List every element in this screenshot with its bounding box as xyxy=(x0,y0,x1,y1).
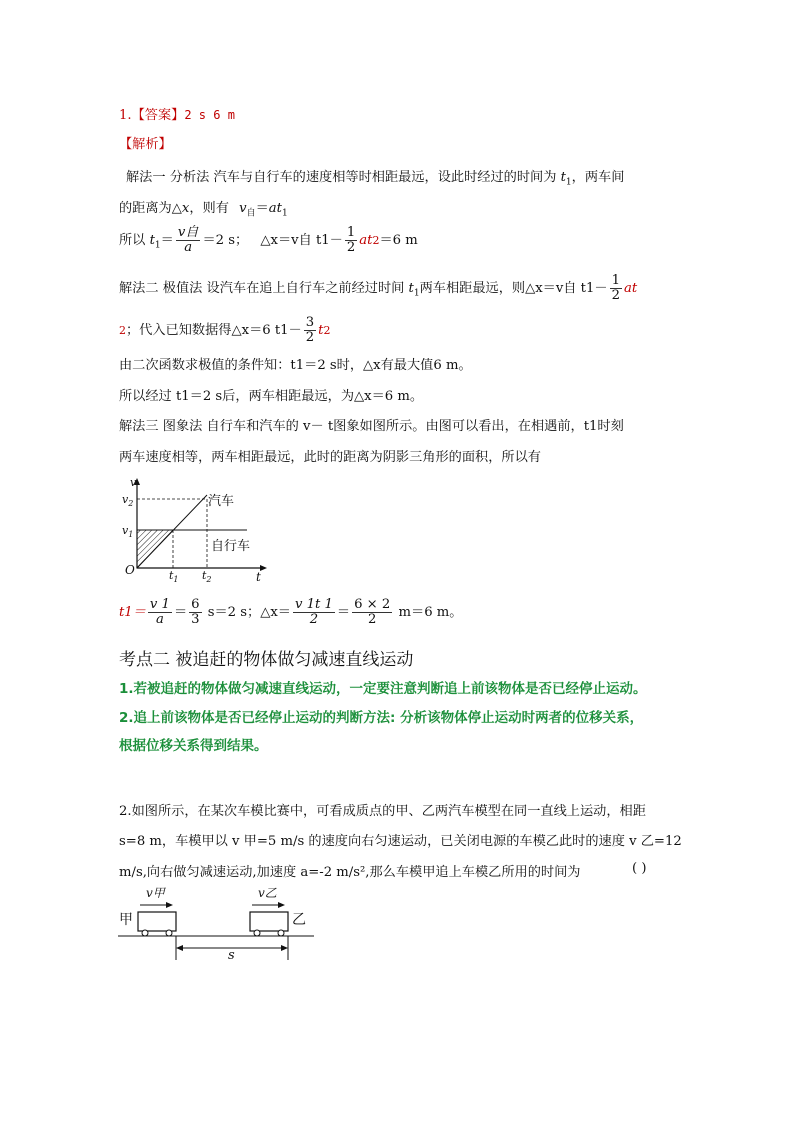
method2-line4: 所以经过 t1＝2 s后，两车相距最远，为△x＝6 m。 xyxy=(119,389,424,404)
t1-sub: 1 xyxy=(565,177,572,188)
text: 所以 xyxy=(119,232,146,248)
method3-line1: 解法三 图象法 自行车和汽车的 v－ t图象如图所示。由图可以看出，在相遇前，t1时刻 xyxy=(119,419,624,434)
answer-number: 1. xyxy=(119,108,132,123)
v2-sub: 2 xyxy=(128,499,134,509)
dx-expression: △x＝v自 t1－ xyxy=(260,232,343,248)
t1: t xyxy=(169,569,174,582)
frac-4 xyxy=(352,598,392,627)
graph-v-label: v xyxy=(130,476,137,489)
car-right-label: 乙 xyxy=(292,912,306,928)
text: 两车相距最远，则△x＝v自 t1－ xyxy=(419,280,608,296)
v-right-arrowhead xyxy=(278,902,285,908)
v2: v xyxy=(122,493,129,506)
graph-t-label: t xyxy=(256,570,261,584)
text: s＝2 s；△x＝ xyxy=(207,604,291,620)
fraction xyxy=(176,226,201,255)
car-left-label: 甲 xyxy=(119,912,133,928)
problem2-line2: s=8 m，车模甲以 v 甲=5 m/s 的速度向右匀速运动，已关闭电源的车模乙此时的速度 v 乙=12 xyxy=(119,834,682,849)
section2-p1: 1.若被追赶的物体做匀减速直线运动，一定要注意判断追上前该物体是否已经停止运动。 xyxy=(119,681,647,697)
frac-num: 1 xyxy=(346,225,356,240)
text: t xyxy=(318,322,324,338)
text: ＝6 m xyxy=(379,232,418,248)
frac-den: 3 xyxy=(191,611,200,627)
method1-line3: 所以 $t_1=$ $\frac{\text{v自}}{a}$ ＝2 s； △x＝v自 t1－ $\frac{1}{2}$ at2＝6 m xyxy=(119,225,418,255)
v-symbol: v xyxy=(239,201,247,216)
frac-num: 3 xyxy=(305,315,315,330)
problem2-paren: ( ) xyxy=(632,861,647,876)
fraction xyxy=(304,316,316,345)
graph-v1-label xyxy=(122,524,133,539)
graph-origin: O xyxy=(125,563,135,577)
graph-car-label: 汽车 xyxy=(208,494,235,509)
fraction-half xyxy=(610,274,622,303)
v1-sub: 1 xyxy=(128,530,134,540)
text: at xyxy=(359,232,373,248)
text: 的距离为△ xyxy=(119,201,182,216)
eq: ＝ xyxy=(255,201,269,216)
eq: ＝ xyxy=(336,604,351,620)
section2-title: 考点二 被追赶的物体做匀减速直线运动 xyxy=(119,650,414,670)
v-left-arrowhead xyxy=(166,902,173,908)
answer-line xyxy=(119,104,235,123)
s-arrow-right xyxy=(281,945,288,951)
method1-line1 xyxy=(126,166,624,188)
text: at xyxy=(623,280,638,296)
section2-p2b: 根据位移关系得到结果。 xyxy=(119,738,268,754)
t2-sub: 2 xyxy=(206,575,212,585)
t1-eq: t1＝ xyxy=(119,604,146,620)
eq: ＝ xyxy=(173,604,188,620)
car-right-wheel2 xyxy=(278,930,284,936)
problem2-line3: m/s,向右做匀减速运动,加速度 a=-2 m/s²,那么车模甲追上车模乙所用的时间为 xyxy=(119,865,581,880)
frac-1 xyxy=(148,598,172,627)
graph-t2-label xyxy=(202,569,212,584)
v-sub: 自 xyxy=(246,208,256,219)
answer-value: 2 s 6 m xyxy=(184,108,235,122)
frac-num: 6 xyxy=(191,597,200,612)
t2: t xyxy=(202,569,207,582)
vt-graph xyxy=(115,476,275,586)
frac-num: 1 xyxy=(611,273,620,288)
graph-t1-label xyxy=(169,569,179,584)
frac-den: 2 xyxy=(305,329,315,345)
text: m＝6 m。 xyxy=(398,604,463,620)
t-axis-arrow xyxy=(260,565,267,571)
text: ；代入已知数据得△x＝6 t1－ xyxy=(126,322,302,338)
car-left-wheel1 xyxy=(142,930,148,936)
frac-den: 2 xyxy=(346,239,356,255)
method2-line1: 解法二 极值法 设汽车在追上自行车之前经过时间 $t_1$两车相距最远，则△x＝v自 t1－ $\frac{1}{2}$ at xyxy=(119,273,638,303)
method1-line2 xyxy=(119,197,288,219)
problem2-line1: 2.如图所示，在某次车模比赛中，可看成质点的甲、乙两汽车模型在同一直线上运动，相距 xyxy=(119,804,646,819)
answer-tag: 【答案】 xyxy=(131,108,185,123)
car-left-wheel2 xyxy=(166,930,172,936)
fraction-half xyxy=(345,226,357,255)
method1-text-end: ，两车间 xyxy=(571,170,625,185)
method1-text: 解法一 分析法 汽车与自行车的速度相等时相距最远，设此时经过的时间为 xyxy=(126,170,557,185)
text: ＝2 s； xyxy=(202,232,249,248)
frac-2 xyxy=(189,598,201,627)
text: 解法二 极值法 设汽车在追上自行车之前经过时间 xyxy=(119,280,405,296)
analysis-tag: 【解析】 xyxy=(119,137,172,152)
frac-num: v 1t 1 xyxy=(294,597,333,612)
car-right-wheel1 xyxy=(254,930,260,936)
t1-sub: 1 xyxy=(173,575,179,585)
section2-p2a: 2.追上前该物体是否已经停止运动的判断方法: 分析该物体停止运动时两者的位移关系， xyxy=(119,710,644,726)
s-label: s xyxy=(228,948,235,963)
graph-bike-label: 自行车 xyxy=(211,539,251,554)
s-arrow-left xyxy=(176,945,183,951)
frac-den: 2 xyxy=(309,611,319,627)
at: at xyxy=(268,201,282,216)
text: ，则有 xyxy=(189,201,229,216)
frac-den: 2 xyxy=(611,287,620,303)
car-right-body xyxy=(250,912,288,931)
frac-den: a xyxy=(155,611,164,627)
frac-num: v自 xyxy=(177,225,199,240)
method2-line3: 由二次函数求极值的条件知：t1＝2 s时，△x有最大值6 m。 xyxy=(119,358,472,373)
method3-line2: 两车速度相等，两车相距最远，此时的距离为阴影三角形的面积，所以有 xyxy=(119,450,541,465)
frac-den: a xyxy=(184,239,193,255)
car-left-body xyxy=(138,912,176,931)
frac-num: v 1 xyxy=(149,597,170,612)
v-left-label: v甲 xyxy=(146,886,165,900)
x-symbol: x xyxy=(181,201,190,216)
at-sub: 1 xyxy=(281,208,288,219)
v1: v xyxy=(122,524,129,537)
frac-num: 6 × 2 xyxy=(354,597,391,612)
frac-3 xyxy=(293,598,335,627)
method2-line2: 2；代入已知数据得△x＝6 t1－ $\frac{3}{2}$ t2 xyxy=(119,315,331,345)
v-right-label: v乙 xyxy=(258,886,277,900)
graph-v2-label xyxy=(122,493,133,508)
result-line xyxy=(119,598,462,627)
t1-symbol: t xyxy=(560,170,566,185)
frac-den: 2 xyxy=(368,611,377,627)
